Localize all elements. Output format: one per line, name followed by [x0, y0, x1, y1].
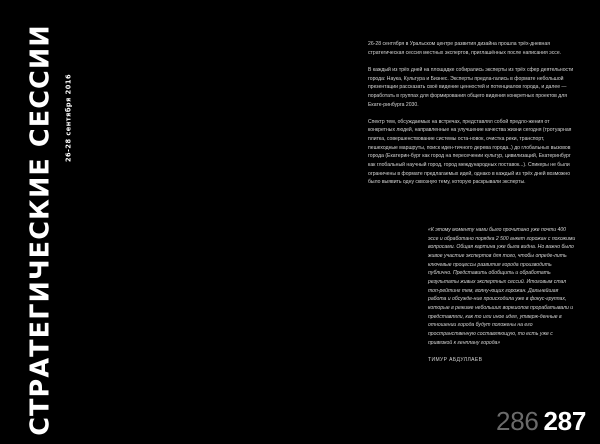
paragraph: Спектр тем, обсуждаемых на встречах, представлял собой предло-жения от конкретных людей, направленные на улучшение качества жизни сегодня (тротуарная плитка, совершенствование системы оста-новок, очистка реки, транспорт, пешеходные маршруты, поиск иден-тичного дерева города..) до глобальных вызовов города (Екатерин-бург как город на пересечении культур, цивилизаций, Екатеринбург как глобальный научный город, город международных поставок...). Спикеры не были ограничены в формате предлагаемых идей, однако в каждый из трёх дней возможно было выявить одну сквозную тему, которую раскрывали эксперты.: [368, 118, 572, 186]
section-dates: 26-28 сентября 2016: [64, 73, 73, 163]
page-numbers: [496, 408, 586, 434]
vertical-spine: [0, 0, 80, 444]
paragraph: 26-28 сентября в Уральском центре развития дизайна прошла трёх-дневная стратегическая сессия местных экспертов, приглашённых после написания эссе.: [368, 41, 562, 56]
page-number-right: 287: [543, 406, 586, 436]
paragraph: В каждый из трёх дней на площадке собирались эксперты из трёх сфер деятельности города: Наука, Культура и Бизнес. Эксперты предла-гались в формате небольшой презентации рассказать своё видение ценностей и потенциалов города, и далее — поработать в группах для формирования общего видения конкретных проектов для Екате-ринбурга 2030.: [368, 66, 574, 108]
pull-quote: «К этому моменту нами было прочитано уже почти 400 эссе и обработано порядка 2 500 анкет горожан с похожими вопросами. Общая картина уже была видна. Но важно было живое участие экспертов для того, чтобы опреде-лить ключевые процессы развития города производить публично. Представить обобщить и обработать результаты живых экспертных сессий. Итоговым стал топ-рейтинг тем, волну-ющих горожан. Дальнейшая работа и обсужде-ние происходила уже в фокус-группах, которые в режиме небольших воркшопов прорабатывали и представляли, как то или иное идея, утверж-денные в отношении города будут положены на его пространственную составляющую, то есть уже с привязкой к генплану города»: [428, 227, 576, 346]
quote-author: ТИМУР АБДУЛЛАЕВ: [428, 357, 483, 363]
page-number-left: 286: [496, 406, 539, 436]
article-body: [368, 40, 574, 196]
section-title: СТРАТЕГИЧЕСКИЕ СЕССИИ: [25, 24, 56, 436]
